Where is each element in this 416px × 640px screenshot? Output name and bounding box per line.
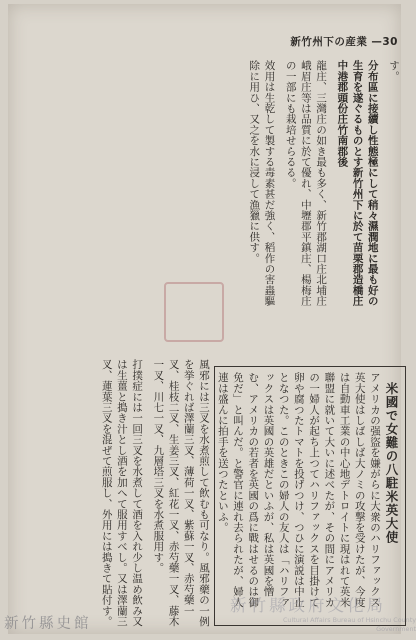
- paragraph: 效用は生乾して製する毒素甚だ強く、稻作の害蟲驅除に用ひ、又之を水に浸して漁獵に供す。: [248, 60, 276, 307]
- bottom-body-text: [26, 359, 211, 627]
- paragraph: 打撲症には一回三叉を水煮して酒を入れ少し温め飲み又は生薑と搗き汁とし酒を加へて服用すべし。又は澤蘭三叉、蓮葉三叉を混ぜて煎服し、外用には搗きて貼付す。: [100, 359, 144, 627]
- library-logo: 新竹縣史館: [4, 616, 92, 632]
- page-number: —30: [371, 36, 398, 48]
- watermark-text: 新竹縣政府文化局: [230, 596, 386, 615]
- paragraph: 分布區に接續し性態極にして稍々濕潤地に最も好の生育を遂ぐるものとす新竹州下に於て苗栗郡造橋庄中港郡頭份庄竹南郡後: [336, 60, 379, 307]
- header-title: 新竹州下の産業: [290, 36, 368, 48]
- faded-seal-stamp: [164, 282, 224, 342]
- paragraph: 龍庄、三灣庄の如き最も多く、新竹郡湖口庄北埔庄峨眉庄等は品質に於て優れ、中壢郡平鎮庄、楊梅庄の一部にも栽培せらるる。: [284, 60, 328, 307]
- page-header: [208, 34, 398, 50]
- paragraph: す。: [388, 60, 400, 82]
- paragraph: 風邪には三叉を水煮煎して飲むも可なり。風邪藥の一例を挙ぐれば澤蘭三叉、薄荷一叉、紫蘇一叉、赤芍藥一叉、桂枝二叉、生姜三叉、紅花一叉、赤芍藥一叉、藤木一叉、川七一叉、九層塔三叉を水煮服用す。: [152, 359, 210, 627]
- watermark-english: Cultural Affairs Bureau of Hsinchu County Government: [282, 616, 416, 633]
- article-title: 米國で女難の八駐米英大使: [384, 382, 399, 544]
- document-page: [8, 4, 416, 634]
- top-body-text: [26, 60, 401, 314]
- article-text: アメリカの强盜を嫌がらに大衆のハリファックス英大使はしばしば大ノミの攻撃を受けたが、今度は自動車工業の中心地デトロイトに現はれて英米聯盟に就いて大いに述べたが、その間にアメリカの一婦人が起ち上つてハリファックスを目掛けて卵や腐つたトマトを投げつけ、つひに演説は中止となつた。このときこの婦人の友人は「ハリファックスは英國の英雄だといふが、私は英國を憎む、アメリカの若者を英國の爲に戰はせるのは御免だ」と叫んだ。と警官に連れ去られたが、婦人連は盛んに拍手を送つたといふ。: [216, 372, 381, 608]
